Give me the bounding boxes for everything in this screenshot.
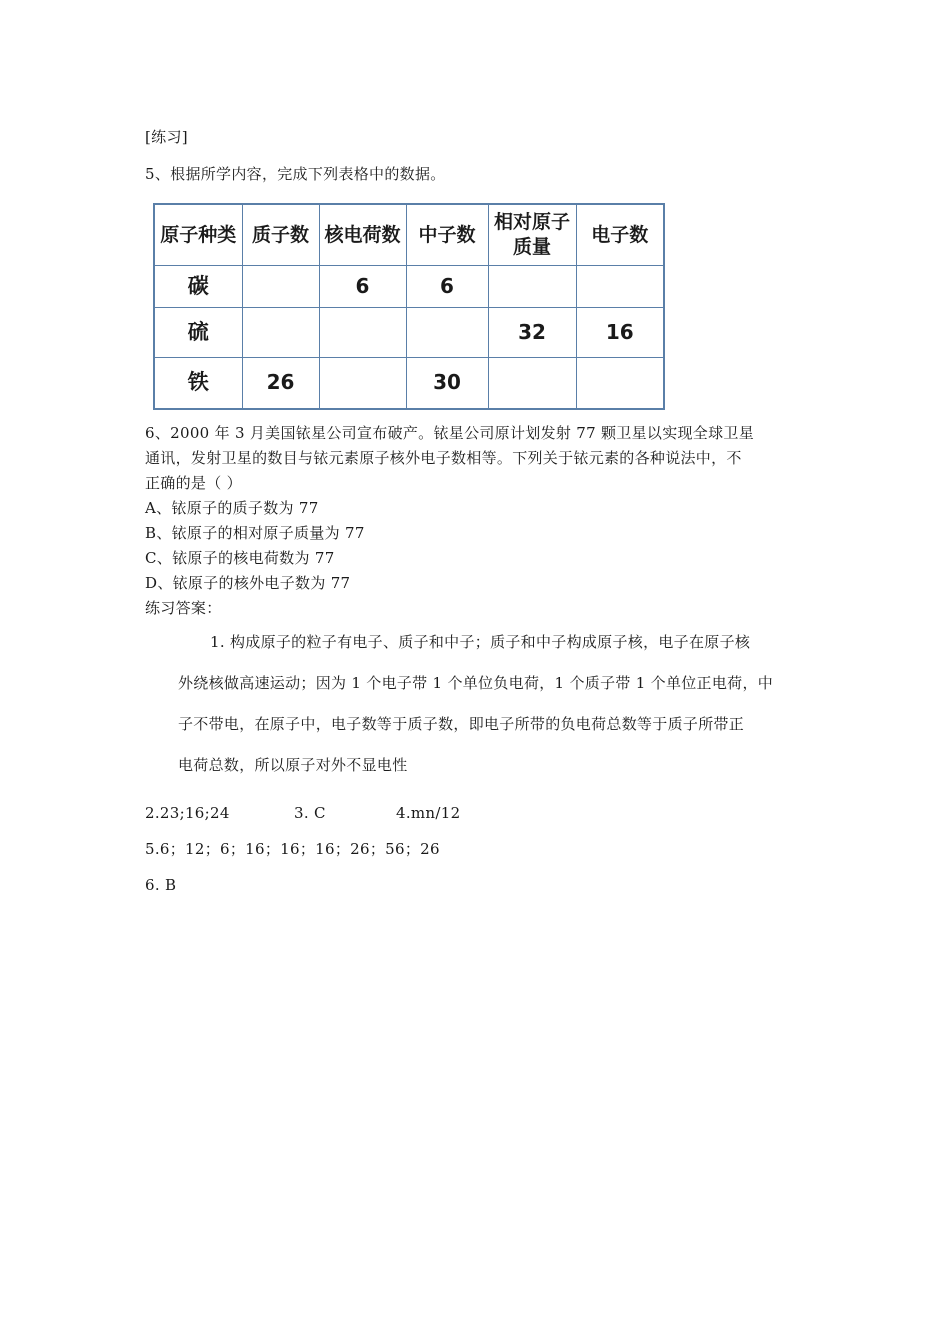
answer-1 <box>178 622 806 786</box>
table-cell <box>576 266 664 308</box>
table-cell: 26 <box>242 358 319 409</box>
table-cell <box>319 308 406 358</box>
table-header-cell: 原子种类 <box>154 204 242 266</box>
table-cell: 6 <box>406 266 488 308</box>
table-cell <box>242 266 319 308</box>
table-cell <box>576 358 664 409</box>
table-cell <box>319 358 406 409</box>
section-label: [练习] <box>145 128 188 146</box>
table-header-cell: 核电荷数 <box>319 204 406 266</box>
answer-2: 2.23;16;24 <box>145 804 230 822</box>
answer-3: 3. C <box>294 804 326 822</box>
table-cell <box>488 358 576 409</box>
answer-6: 6. B <box>145 876 177 894</box>
question-5-text: 5、根据所学内容，完成下列表格中的数据。 <box>145 165 446 183</box>
question-6-line: 6、2000 年 3 月美国铱星公司宣布破产。铱星公司原计划发射 77 颗卫星以实现全球卫星 <box>145 424 754 442</box>
table-row <box>154 358 664 409</box>
table-row <box>154 308 664 358</box>
option-c: C、铱原子的核电荷数为 77 <box>145 549 335 567</box>
question-6-line: 正确的是（ ） <box>145 474 242 492</box>
table-cell: 16 <box>576 308 664 358</box>
answer-4: 4.mn/12 <box>396 804 461 822</box>
option-d: D、铱原子的核外电子数为 77 <box>145 574 351 592</box>
answer-5: 5.6；12；6；16；16；16；26；56；26 <box>145 840 440 858</box>
table-cell: 32 <box>488 308 576 358</box>
answer-1-line: 外绕核做高速运动；因为 1 个电子带 1 个单位负电荷，1 个质子带 1 个单位正电荷，中 <box>178 674 774 692</box>
answer-1-line: 子不带电，在原子中，电子数等于质子数，即电子所带的负电荷总数等于质子所带正 <box>178 715 745 733</box>
table-header-cell: 电子数 <box>576 204 664 266</box>
table-cell: 6 <box>319 266 406 308</box>
answer-1-line: 电荷总数，所以原子对外不显电性 <box>178 756 408 774</box>
answers-title: 练习答案： <box>145 599 222 617</box>
atom-data-table <box>153 203 665 410</box>
element-name-cell: 碳 <box>154 266 242 308</box>
table-header-cell: 相对原子质量 <box>488 204 576 266</box>
option-a: A、铱原子的质子数为 77 <box>145 499 319 517</box>
table-cell <box>488 266 576 308</box>
table-header-cell: 质子数 <box>242 204 319 266</box>
question-6-line: 通讯，发射卫星的数目与铱元素原子核外电子数相等。下列关于铱元素的各种说法中，不 <box>145 449 742 467</box>
table-cell <box>406 308 488 358</box>
table-row <box>154 266 664 308</box>
table-cell <box>242 308 319 358</box>
option-b: B、铱原子的相对原子质量为 77 <box>145 524 365 542</box>
element-name-cell: 铁 <box>154 358 242 409</box>
table-header-cell: 中子数 <box>406 204 488 266</box>
table-cell: 30 <box>406 358 488 409</box>
element-name-cell: 硫 <box>154 308 242 358</box>
table-header-row <box>154 204 664 266</box>
answer-1-line: 1. 构成原子的粒子有电子、质子和中子；质子和中子构成原子核，电子在原子核 <box>210 633 751 651</box>
